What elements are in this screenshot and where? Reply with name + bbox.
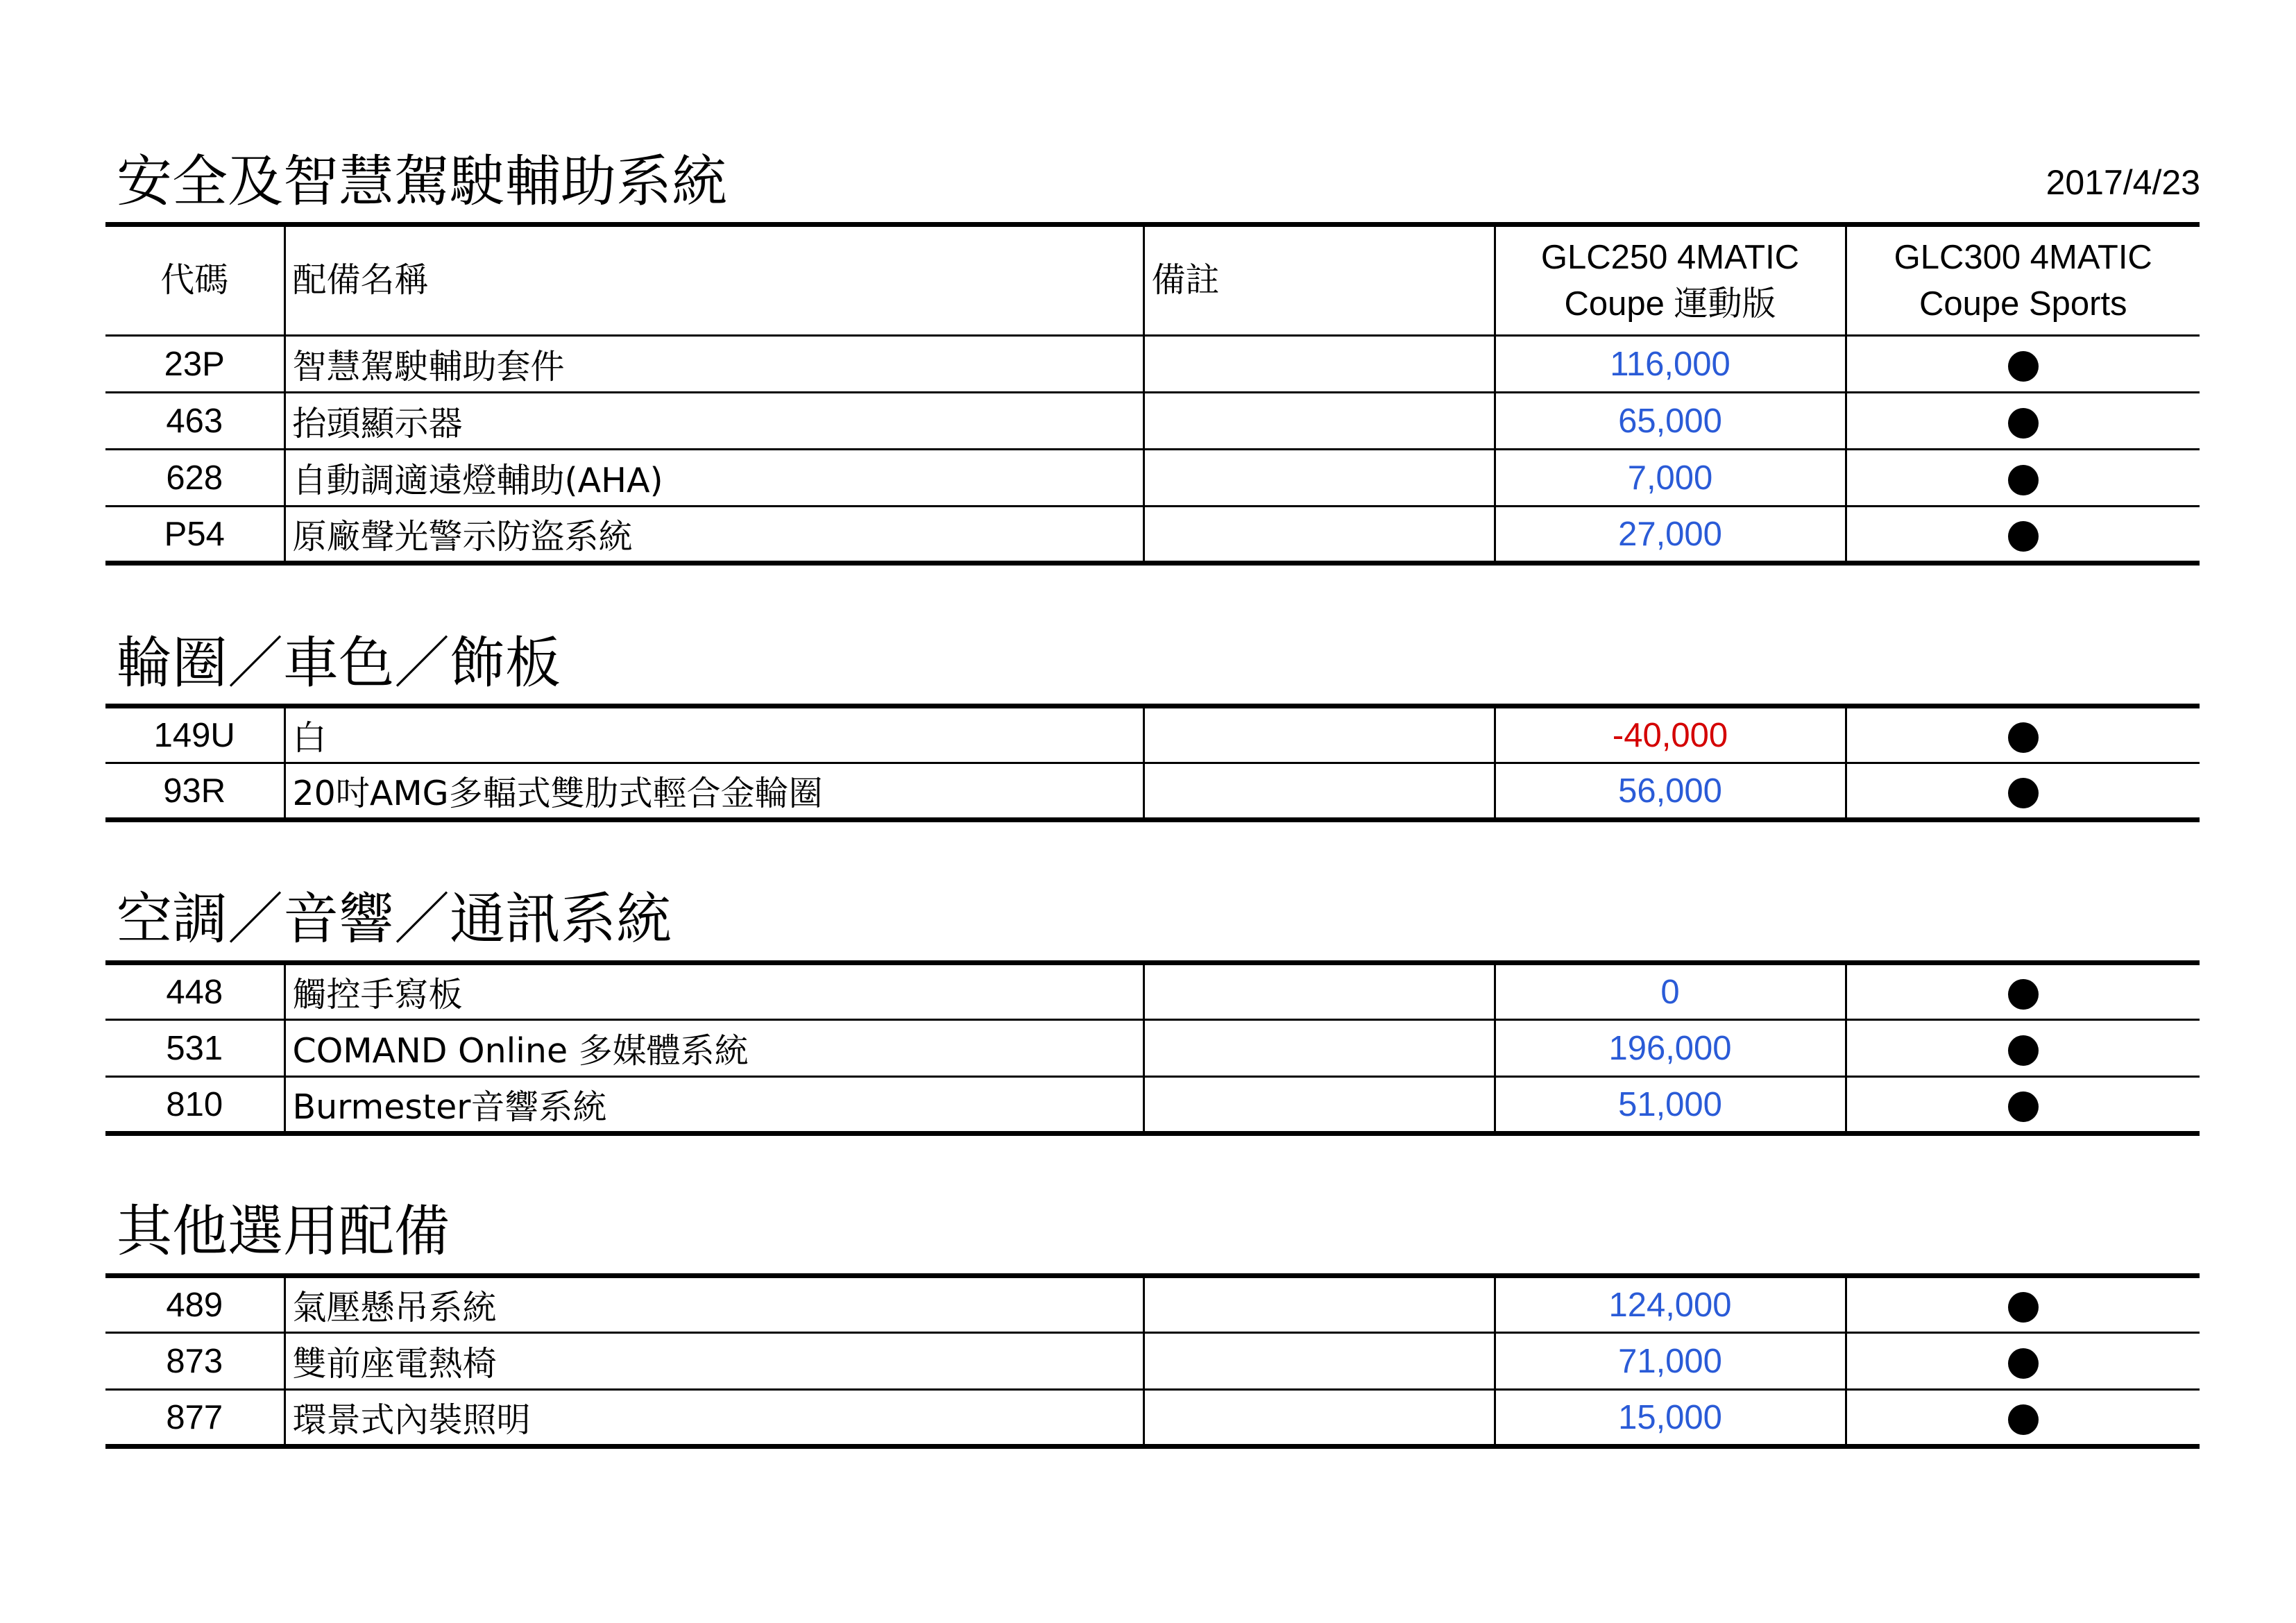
table-row [105,763,2200,820]
option-note [1143,450,1495,507]
standard-dot-icon [2008,521,2039,552]
option-price: 65,000 [1495,393,1846,450]
options-table-audio [105,960,2200,1136]
standard-cell [1846,450,2200,507]
header-model-glc300-line2: Coupe Sports [1919,284,2127,323]
header-model-glc300 [1846,225,2200,336]
standard-dot-icon [2008,351,2039,382]
option-note [1143,1333,1495,1390]
standard-dot-icon [2008,1348,2039,1379]
standard-cell [1846,1333,2200,1390]
option-price: 51,000 [1495,1077,1846,1134]
option-name: 抬頭顯示器 [284,393,1143,450]
header-model-glc250-line1: GLC250 4MATIC [1540,239,1800,277]
section-title-safety: 安全及智慧駕駛輔助系統 [117,149,727,214]
option-code: 531 [105,1020,284,1077]
table-row [105,393,2200,450]
standard-dot-icon [2008,722,2039,753]
option-price: 124,000 [1495,1276,1846,1333]
option-price: 27,000 [1495,507,1846,563]
standard-cell [1846,393,2200,450]
option-code: 873 [105,1333,284,1390]
standard-cell [1846,963,2200,1020]
standard-cell [1846,763,2200,820]
option-name: 20吋AMG多輻式雙肋式輕合金輪圈 [284,763,1143,820]
standard-dot-icon [2008,1035,2039,1066]
table-row [105,1390,2200,1447]
option-price: 56,000 [1495,763,1846,820]
standard-cell [1846,1276,2200,1333]
header-code: 代碼 [105,225,284,336]
header-note: 備註 [1143,225,1495,336]
table-row [105,1276,2200,1333]
table-row [105,507,2200,563]
option-name: Burmester音響系統 [284,1077,1143,1134]
standard-cell [1846,1390,2200,1447]
table-row [105,706,2200,763]
table-row [105,963,2200,1020]
header-model-glc250 [1495,225,1846,336]
option-code: 628 [105,450,284,507]
standard-dot-icon [2008,408,2039,439]
document-date: 2017/4/23 [2046,163,2200,202]
option-note [1143,393,1495,450]
table-row [105,450,2200,507]
standard-cell [1846,1020,2200,1077]
option-name: 智慧駕駛輔助套件 [284,336,1143,393]
option-price: 7,000 [1495,450,1846,507]
section-title-audio: 空調／音響／通訊系統 [117,887,672,951]
header-model-glc300-line1: GLC300 4MATIC [1894,239,2152,277]
option-note [1143,706,1495,763]
options-table-safety [105,222,2200,566]
option-code: 810 [105,1077,284,1134]
options-table-other [105,1273,2200,1449]
option-code: 463 [105,393,284,450]
option-note [1143,1390,1495,1447]
option-code: 23P [105,336,284,393]
standard-dot-icon [2008,1292,2039,1323]
option-note [1143,963,1495,1020]
option-code: 877 [105,1390,284,1447]
standard-dot-icon [2008,1091,2039,1122]
option-name: 環景式內裝照明 [284,1390,1143,1447]
option-note [1143,1077,1495,1134]
option-note [1143,1276,1495,1333]
table-row [105,1333,2200,1390]
option-note [1143,1020,1495,1077]
option-code: P54 [105,507,284,563]
options-table-wheels [105,704,2200,822]
standard-cell [1846,1077,2200,1134]
section-title-wheels: 輪圈／車色／飾板 [117,631,561,695]
option-name: 觸控手寫板 [284,963,1143,1020]
option-price: -40,000 [1495,706,1846,763]
option-name: 白 [284,706,1143,763]
table-row [105,1077,2200,1134]
standard-dot-icon [2008,465,2039,495]
table-header-row [105,225,2200,336]
option-name: 原廠聲光警示防盜系統 [284,507,1143,563]
option-price: 0 [1495,963,1846,1020]
table-row [105,1020,2200,1077]
standard-dot-icon [2008,979,2039,1010]
option-name: 雙前座電熱椅 [284,1333,1143,1390]
option-price: 196,000 [1495,1020,1846,1077]
option-code: 448 [105,963,284,1020]
option-name: COMAND Online 多媒體系統 [284,1020,1143,1077]
header-model-glc250-line2: Coupe 運動版 [1564,284,1776,323]
section-title-other: 其他選用配備 [117,1199,450,1264]
standard-cell [1846,507,2200,563]
option-name: 自動調適遠燈輔助(AHA) [284,450,1143,507]
standard-dot-icon [2008,1404,2039,1435]
standard-cell [1846,706,2200,763]
option-price: 15,000 [1495,1390,1846,1447]
option-code: 93R [105,763,284,820]
standard-dot-icon [2008,778,2039,808]
header-name: 配備名稱 [284,225,1143,336]
table-row [105,336,2200,393]
option-price: 71,000 [1495,1333,1846,1390]
option-note [1143,336,1495,393]
option-note [1143,763,1495,820]
option-price: 116,000 [1495,336,1846,393]
option-code: 149U [105,706,284,763]
option-name: 氣壓懸吊系統 [284,1276,1143,1333]
standard-cell [1846,336,2200,393]
option-note [1143,507,1495,563]
option-code: 489 [105,1276,284,1333]
